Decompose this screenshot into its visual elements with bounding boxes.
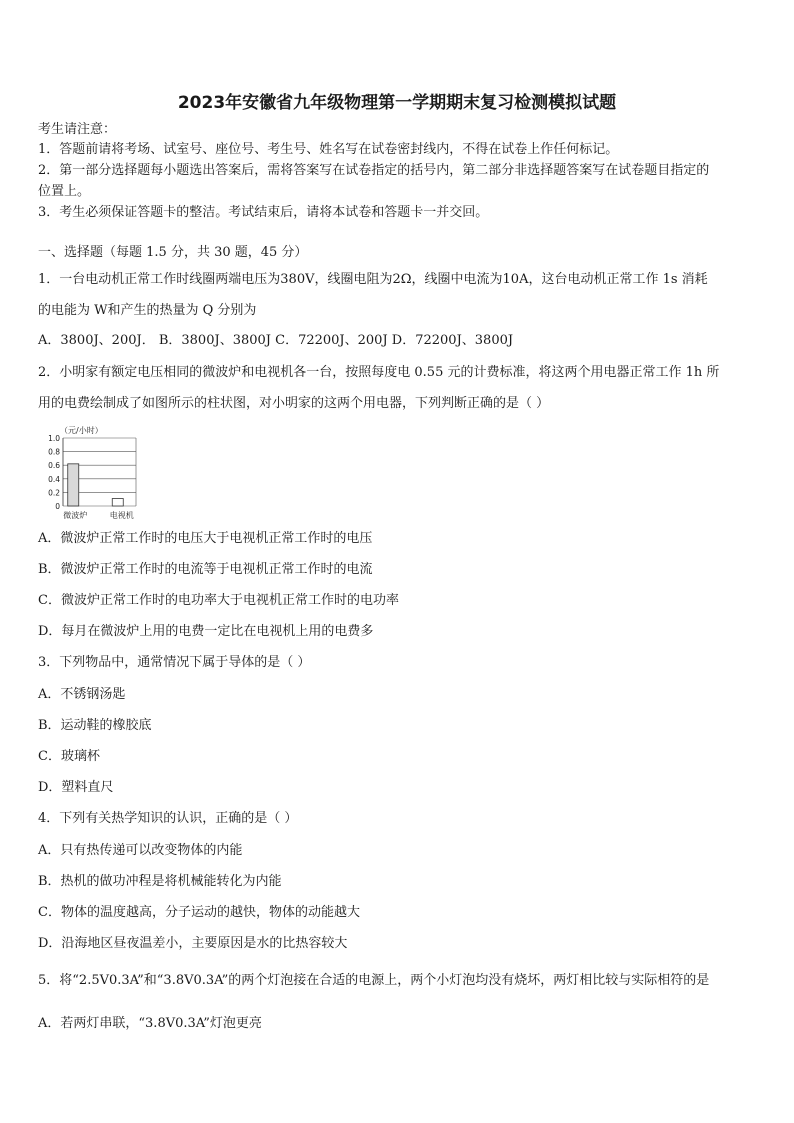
question-4-option: A．只有热传递可以改变物体的内能 [38, 843, 243, 858]
x-category-label: 电视机 [109, 511, 134, 520]
y-tick-label: 0.4 [48, 474, 60, 484]
y-tick-label: 0.2 [48, 488, 60, 498]
exam-title: 2023年安徽省九年级物理第一学期期末复习检测模拟试题 [177, 93, 617, 113]
bar [112, 499, 123, 506]
question-5-option: A．若两灯串联，“3.8V0.3A”灯泡更亮 [38, 1016, 262, 1031]
question-2-option: C．微波炉正常工作时的电功率大于电视机正常工作时的电功率 [38, 593, 399, 608]
y-tick-label: 0.8 [48, 447, 60, 457]
notice-item: 位置上。 [38, 184, 91, 199]
question-4-option: C．物体的温度越高，分子运动的越快，物体的动能越大 [38, 905, 360, 920]
question-5-stem: 5．将“2.5V0.3A”和“3.8V0.3A”的两个灯泡接在合适的电源上，两个小灯泡均没有烧坏，两灯相比较与实际相符的是 [38, 973, 710, 988]
question-1-stem: 1．一台电动机正常工作时线圈两端电压为380V，线圈电阻为2Ω，线圈中电流为10A，这台电动机正常工作 1s 消耗 [38, 272, 708, 287]
question-2-option: A．微波炉正常工作时的电压大于电视机正常工作时的电压 [38, 531, 373, 546]
y-tick-label: 0.6 [48, 461, 60, 471]
question-3-option: B．运动鞋的橡胶底 [38, 718, 152, 733]
electricity-cost-bar-chart [36, 424, 144, 520]
question-2-option: D．每月在微波炉上用的电费一定比在电视机上用的电费多 [38, 624, 374, 639]
y-tick-label: 1.0 [48, 434, 60, 443]
question-2-stem: 用的电费绘制成了如图所示的柱状图，对小明家的这两个用电器，下列判断正确的是（ ） [38, 396, 550, 411]
question-3-option: A．不锈钢汤匙 [38, 687, 126, 702]
section-heading: 一、选择题（每题 1.5 分，共 30 题，45 分） [38, 245, 308, 260]
question-2-stem: 2．小明家有额定电压相同的微波炉和电视机各一台，按照每度电 0.55 元的计费标准，将这两个用电器正常工作 1h 所 [38, 365, 720, 380]
question-4-stem: 4．下列有关热学知识的认识，正确的是（ ） [38, 811, 298, 826]
question-3-option: C．玻璃杯 [38, 749, 100, 764]
question-3-option: D．塑料直尺 [38, 780, 114, 795]
bar [68, 464, 79, 506]
question-1-options: A．3800J、200J． B．3800J、3800J C．72200J、200J D．72200J、3800J [38, 333, 514, 348]
notice-heading: 考生请注意： [38, 122, 117, 137]
x-category-label: 微波炉 [63, 511, 88, 520]
notice-item: 2．第一部分选择题每小题选出答案后，需将答案写在试卷指定的括号内，第二部分非选择题答案写在试卷题目指定的 [38, 163, 710, 178]
question-3-stem: 3．下列物品中，通常情况下属于导体的是（ ） [38, 655, 311, 670]
bar-chart-svg [36, 424, 144, 520]
question-4-option: D．沿海地区昼夜温差小，主要原因是水的比热容较大 [38, 936, 348, 951]
question-2-option: B．微波炉正常工作时的电流等于电视机正常工作时的电流 [38, 562, 373, 577]
y-tick-label: 0 [55, 502, 60, 511]
notice-item: 3．考生必须保证答题卡的整洁。考试结束后，请将本试卷和答题卡一并交回。 [38, 205, 489, 220]
y-axis-unit-label: （元/小时） [60, 426, 103, 435]
question-4-option: B．热机的做功冲程是将机械能转化为内能 [38, 874, 282, 889]
question-1-stem: 的电能为 W和产生的热量为 Q 分别为 [38, 303, 257, 318]
notice-item: 1．答题前请将考场、试室号、座位号、考生号、姓名写在试卷密封线内，不得在试卷上作任何标记。 [38, 142, 619, 157]
